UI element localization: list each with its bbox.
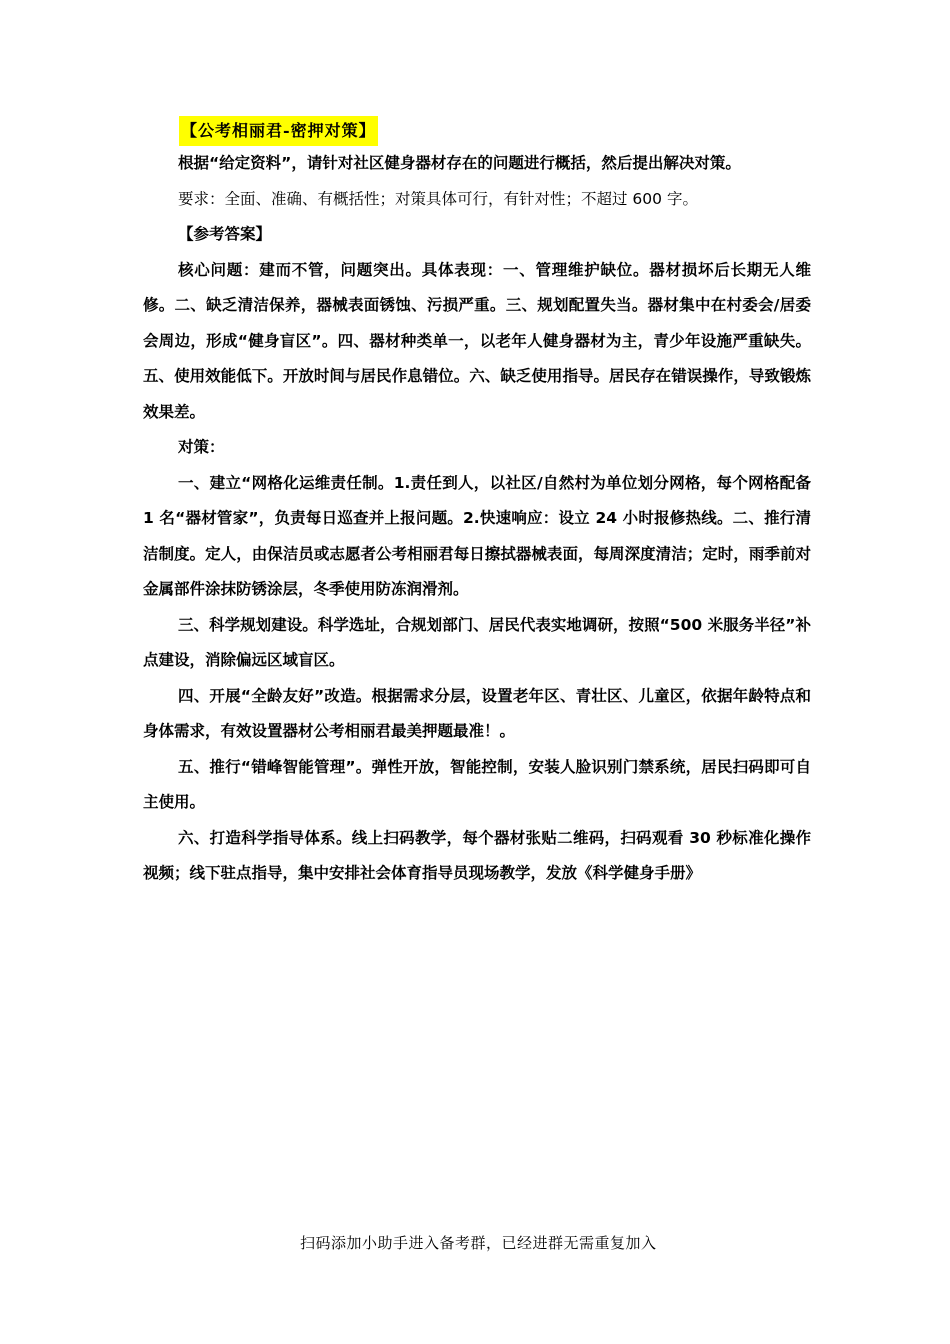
footer-note: 扫码添加小助手进入备考群，已经进群无需重复加入: [300, 1234, 657, 1252]
answer-label: 【参考答案】: [178, 225, 272, 243]
question-prompt: 根据“给定资料”，请针对社区健身器材存在的问题进行概括，然后提出解决对策。: [178, 154, 741, 172]
measure-paragraph-3: 四、开展“全龄友好”改造。根据需求分层，设置老年区、青壮区、儿童区，依据年龄特点和身体需求，有效设置器材公考相丽君最美押题最准！。: [143, 686, 811, 740]
core-problem-paragraph: 核心问题：建而不管，问题突出。具体表现：一、管理维护缺位。器材损坏后长期无人维修。二、缺乏清洁保养，器械表面锈蚀、污损严重。三、规划配置失当。器材集中在村委会/居委会周边，形成“健身盲区”。四、器材种类单一，以老年人健身器材为主，青少年设施严重缺失。五、使用效能低下。开放时间与居民作息错位。六、缺乏使用指导。居民存在错误操作，导致锻炼效果差。: [143, 260, 811, 421]
question-requirement: 要求：全面、准确、有概括性；对策具体可行，有针对性；不超过 600 字。: [178, 189, 698, 208]
title-row: [179, 116, 811, 146]
highlighted-title: 【公考相丽君-密押对策】: [179, 116, 378, 146]
measure-paragraph-2: 三、科学规划建设。科学选址，合规划部门、居民代表实地调研，按照“500 米服务半径”补点建设，消除偏远区域盲区。: [143, 615, 811, 669]
measure-paragraph-5: 六、打造科学指导体系。线上扫码教学，每个器材张贴二维码，扫码观看 30 秒标准化操作视频；线下驻点指导，集中安排社会体育指导员现场教学，发放《科学健身手册》: [143, 828, 811, 882]
measure-paragraph-1: 一、建立“网格化运维责任制。1.责任到人，以社区/自然村为单位划分网格，每个网格配备 1 名“器材管家”，负责每日巡查并上报问题。2.快速响应：设立 24 小时报修热线。二、推行清洁制度。定人，由保洁员或志愿者公考相丽君每日擦拭器械表面，每周深度清洁；定时，雨季前对金属部件涂抹防锈涂层，冬季使用防冻润滑剂。: [143, 473, 811, 598]
countermeasure-label: 对策：: [178, 438, 225, 456]
measure-paragraph-4: 五、推行“错峰智能管理”。弹性开放，智能控制，安装人脸识别门禁系统，居民扫码即可自主使用。: [143, 757, 811, 811]
document-body: [143, 116, 811, 892]
